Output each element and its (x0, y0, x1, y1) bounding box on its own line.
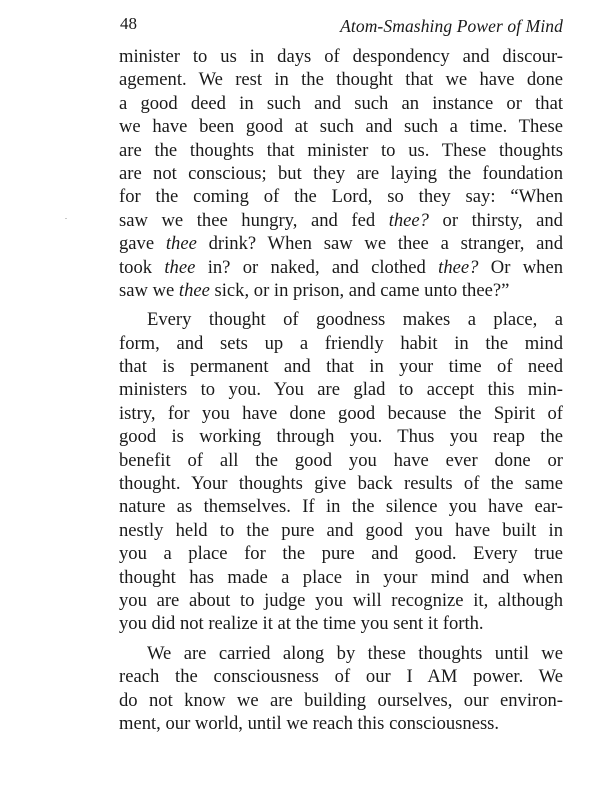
text-run: nestly held to the pure and good you have built in (119, 519, 563, 541)
text-line (119, 612, 563, 635)
scan-speck (65, 218, 67, 219)
text-run: agement. We rest in the thought that we have done (119, 69, 563, 91)
text-run: do not know we are building ourselves, our environ- (119, 689, 563, 711)
text-run: ment, our world, until we reach this consciousness. (119, 712, 500, 734)
text-run: you are about to judge you will recognize it, although (119, 589, 563, 611)
text-run: We are carried along by these thoughts until we (147, 642, 563, 664)
text-line (119, 542, 563, 565)
text-line (119, 185, 563, 208)
text-line (119, 378, 563, 401)
text-run: good is working through you. Thus you reap the (119, 426, 563, 448)
text-line (119, 139, 563, 162)
text-line (119, 92, 563, 115)
text-run: gave (119, 233, 166, 255)
book-page (119, 0, 563, 735)
text-run: you did not realize it at the time you sent it forth. (119, 613, 484, 635)
italic-text: thee? (388, 209, 429, 231)
text-run: that is permanent and that in your time of need (119, 356, 563, 378)
text-line (119, 308, 563, 331)
text-run: saw we thee hungry, and fed (119, 209, 389, 231)
text-line (119, 332, 563, 355)
paragraph-continuation (119, 45, 563, 302)
text-line (119, 209, 563, 232)
text-run: minister to us in days of despondency and discour- (119, 46, 563, 67)
text-line (119, 45, 563, 68)
italic-text: thee (165, 233, 197, 255)
text-line (119, 355, 563, 378)
text-line (119, 689, 563, 712)
text-run: istry, for you have done good because the Spirit of (119, 402, 563, 424)
italic-text: thee (164, 256, 196, 278)
text-line (119, 472, 563, 495)
text-line (119, 495, 563, 518)
book-title: Atom-Smashing Power of Mind (340, 16, 563, 36)
text-run: thought has made a place in your mind and when (119, 566, 563, 588)
text-line (119, 279, 563, 302)
text-line (119, 589, 563, 612)
page-number: 48 (120, 14, 137, 33)
body-text (119, 45, 563, 735)
text-run: thought. Your thoughts give back results of the same (119, 473, 563, 495)
text-line (119, 68, 563, 91)
text-run: drink? When saw we thee a stranger, and (196, 233, 564, 255)
text-run: or thirsty, and (428, 209, 563, 231)
text-run: a good deed in such and such an instance or that (119, 92, 563, 114)
text-line (119, 162, 563, 185)
text-line (119, 665, 563, 688)
text-line (119, 642, 563, 665)
text-run: ministers to you. You are glad to accept this min- (119, 379, 563, 401)
text-run: in? or naked, and clothed (195, 256, 439, 278)
running-header (119, 0, 563, 38)
paragraph-carried-along (119, 642, 563, 736)
text-run: sick, or in prison, and came unto thee?” (209, 279, 510, 301)
text-run: benefit of all the good you have ever done or (119, 449, 563, 471)
text-line (119, 425, 563, 448)
text-line (119, 402, 563, 425)
text-line (119, 449, 563, 472)
text-line (119, 712, 563, 735)
text-run: for the coming of the Lord, so they say: “When (119, 186, 563, 208)
text-run: took (119, 256, 165, 278)
text-run: Or when (478, 256, 563, 278)
italic-text: thee (178, 279, 210, 301)
text-line (119, 115, 563, 138)
text-run: nature as themselves. If in the silence you have ear- (119, 496, 563, 518)
text-line (119, 519, 563, 542)
text-line (119, 566, 563, 589)
text-run: you a place for the pure and good. Every true (119, 543, 563, 565)
text-run: form, and sets up a friendly habit in the mind (119, 332, 563, 354)
text-run: are not conscious; but they are laying the foundation (119, 162, 563, 184)
text-run: Every thought of goodness makes a place, a (147, 309, 563, 331)
text-run: saw we (119, 279, 179, 301)
text-run: we have been good at such and such a time. These (119, 116, 563, 138)
text-line (119, 232, 563, 255)
paragraph-every-thought (119, 308, 563, 635)
text-run: reach the consciousness of our I AM power. We (119, 666, 563, 688)
text-line (119, 256, 563, 279)
italic-text: thee? (438, 256, 479, 278)
text-run: are the thoughts that minister to us. These thoughts (119, 139, 563, 161)
